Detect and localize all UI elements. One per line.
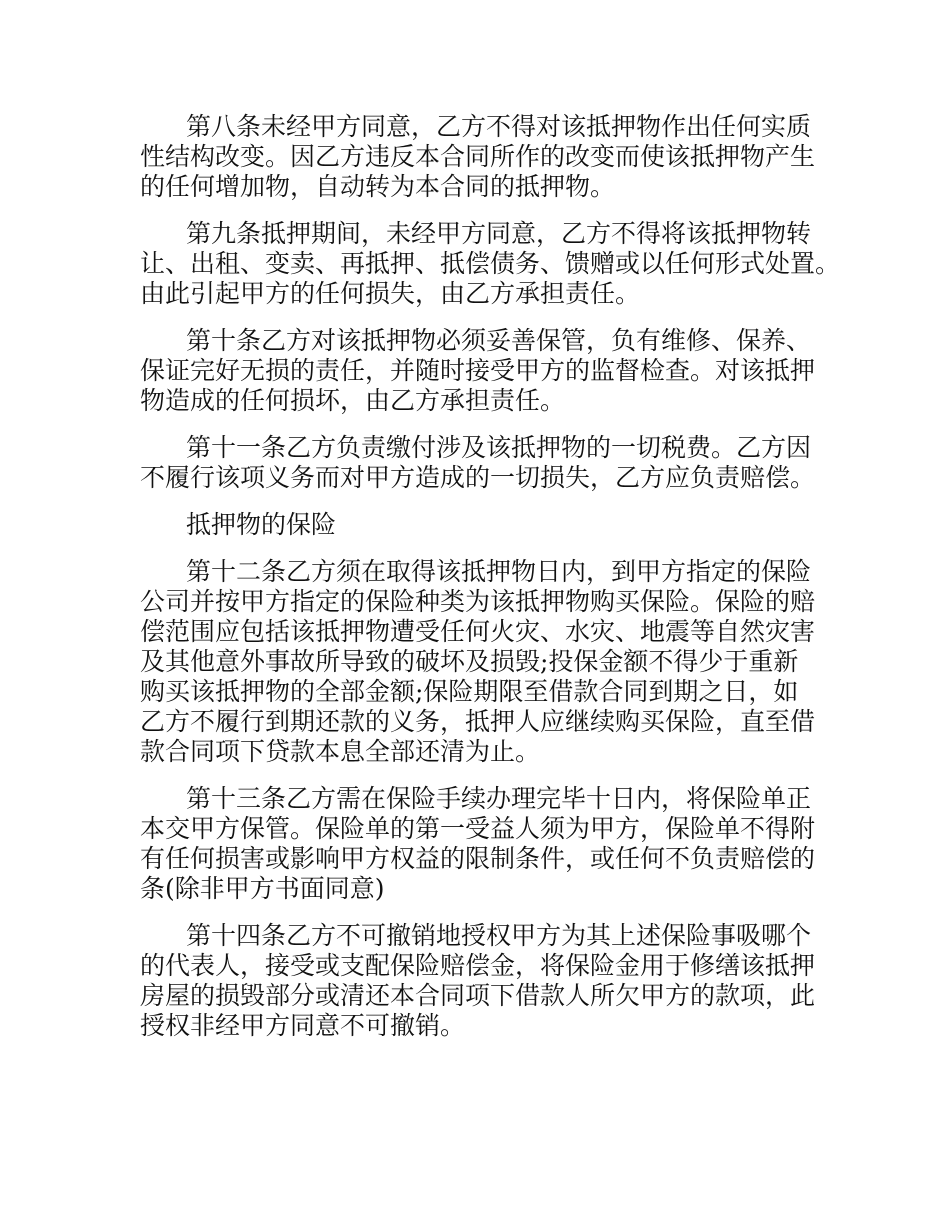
text-line: 本交甲方保管。保险单的第一受益人须为甲方，保险单不得附 xyxy=(140,814,816,843)
paragraph-article-14 xyxy=(140,921,820,1041)
document-page xyxy=(140,112,841,1058)
text-line: 偿范围应包括该抵押物遭受任何火灾、水灾、地震等自然灾害 xyxy=(140,617,816,646)
text-line: 的任何增加物，自动转为本合同的抵押物。 xyxy=(140,172,616,201)
text-line: 第十条乙方对该抵押物必须妥善保管，负有维修、保养、 xyxy=(186,326,812,355)
text-line: 条(除非甲方书面同意) xyxy=(140,874,385,903)
text-line: 物造成的任何损坏，由乙方承担责任。 xyxy=(140,386,566,415)
paragraph-article-12 xyxy=(140,557,820,767)
text-line: 不履行该项义务而对甲方造成的一切损失，乙方应负责赔偿。 xyxy=(140,463,816,492)
text-line: 由此引起甲方的任何损失，由乙方承担责任。 xyxy=(140,279,641,308)
text-line: 第九条抵押期间，未经甲方同意，乙方不得将该抵押物转 xyxy=(186,219,812,248)
text-line: 授权非经甲方同意不可撤销。 xyxy=(140,1011,466,1040)
text-line: 让、出租、变卖、再抵押、抵偿债务、馈赠或以任何形式处置。 xyxy=(140,249,841,278)
heading-text: 抵押物的保险 xyxy=(186,510,337,539)
text-line: 购买该抵押物的全部金额;保险期限至借款合同到期之日，如 xyxy=(140,677,799,706)
text-line: 保证完好无损的责任，并随时接受甲方的监督检查。对该抵押 xyxy=(140,356,816,385)
text-line: 乙方不履行到期还款的义务，抵押人应继续购买保险，直至借 xyxy=(140,707,816,736)
paragraph-article-13 xyxy=(140,784,820,904)
text-line: 及其他意外事故所导致的破坏及损毁;投保金额不得少于重新 xyxy=(140,647,799,676)
paragraph-article-11 xyxy=(140,433,820,493)
paragraph-article-10 xyxy=(140,326,820,416)
text-line: 的代表人，接受或支配保险赔偿金，将保险金用于修缮该抵押 xyxy=(140,951,816,980)
text-line: 第十二条乙方须在取得该抵押物日内，到甲方指定的保险 xyxy=(186,557,812,586)
paragraph-article-9 xyxy=(140,219,841,309)
text-line: 公司并按甲方指定的保险种类为该抵押物购买保险。保险的赔 xyxy=(140,587,816,616)
text-line: 性结构改变。因乙方违反本合同所作的改变而使该抵押物产生 xyxy=(140,142,816,171)
text-line: 第十四条乙方不可撤销地授权甲方为其上述保险事吸哪个 xyxy=(186,921,812,950)
text-line: 第八条未经甲方同意，乙方不得对该抵押物作出任何实质 xyxy=(186,112,812,141)
text-line: 房屋的损毁部分或清还本合同项下借款人所欠甲方的款项，此 xyxy=(140,981,816,1010)
text-line: 款合同项下贷款本息全部还清为止。 xyxy=(140,737,541,766)
text-line: 有任何损害或影响甲方权益的限制条件，或任何不负责赔偿的 xyxy=(140,844,816,873)
text-line: 第十三条乙方需在保险手续办理完毕十日内，将保险单正 xyxy=(186,784,812,813)
text-line: 第十一条乙方负责缴付涉及该抵押物的一切税费。乙方因 xyxy=(186,433,812,462)
paragraph-article-8 xyxy=(140,112,820,202)
section-heading-insurance xyxy=(140,510,820,540)
